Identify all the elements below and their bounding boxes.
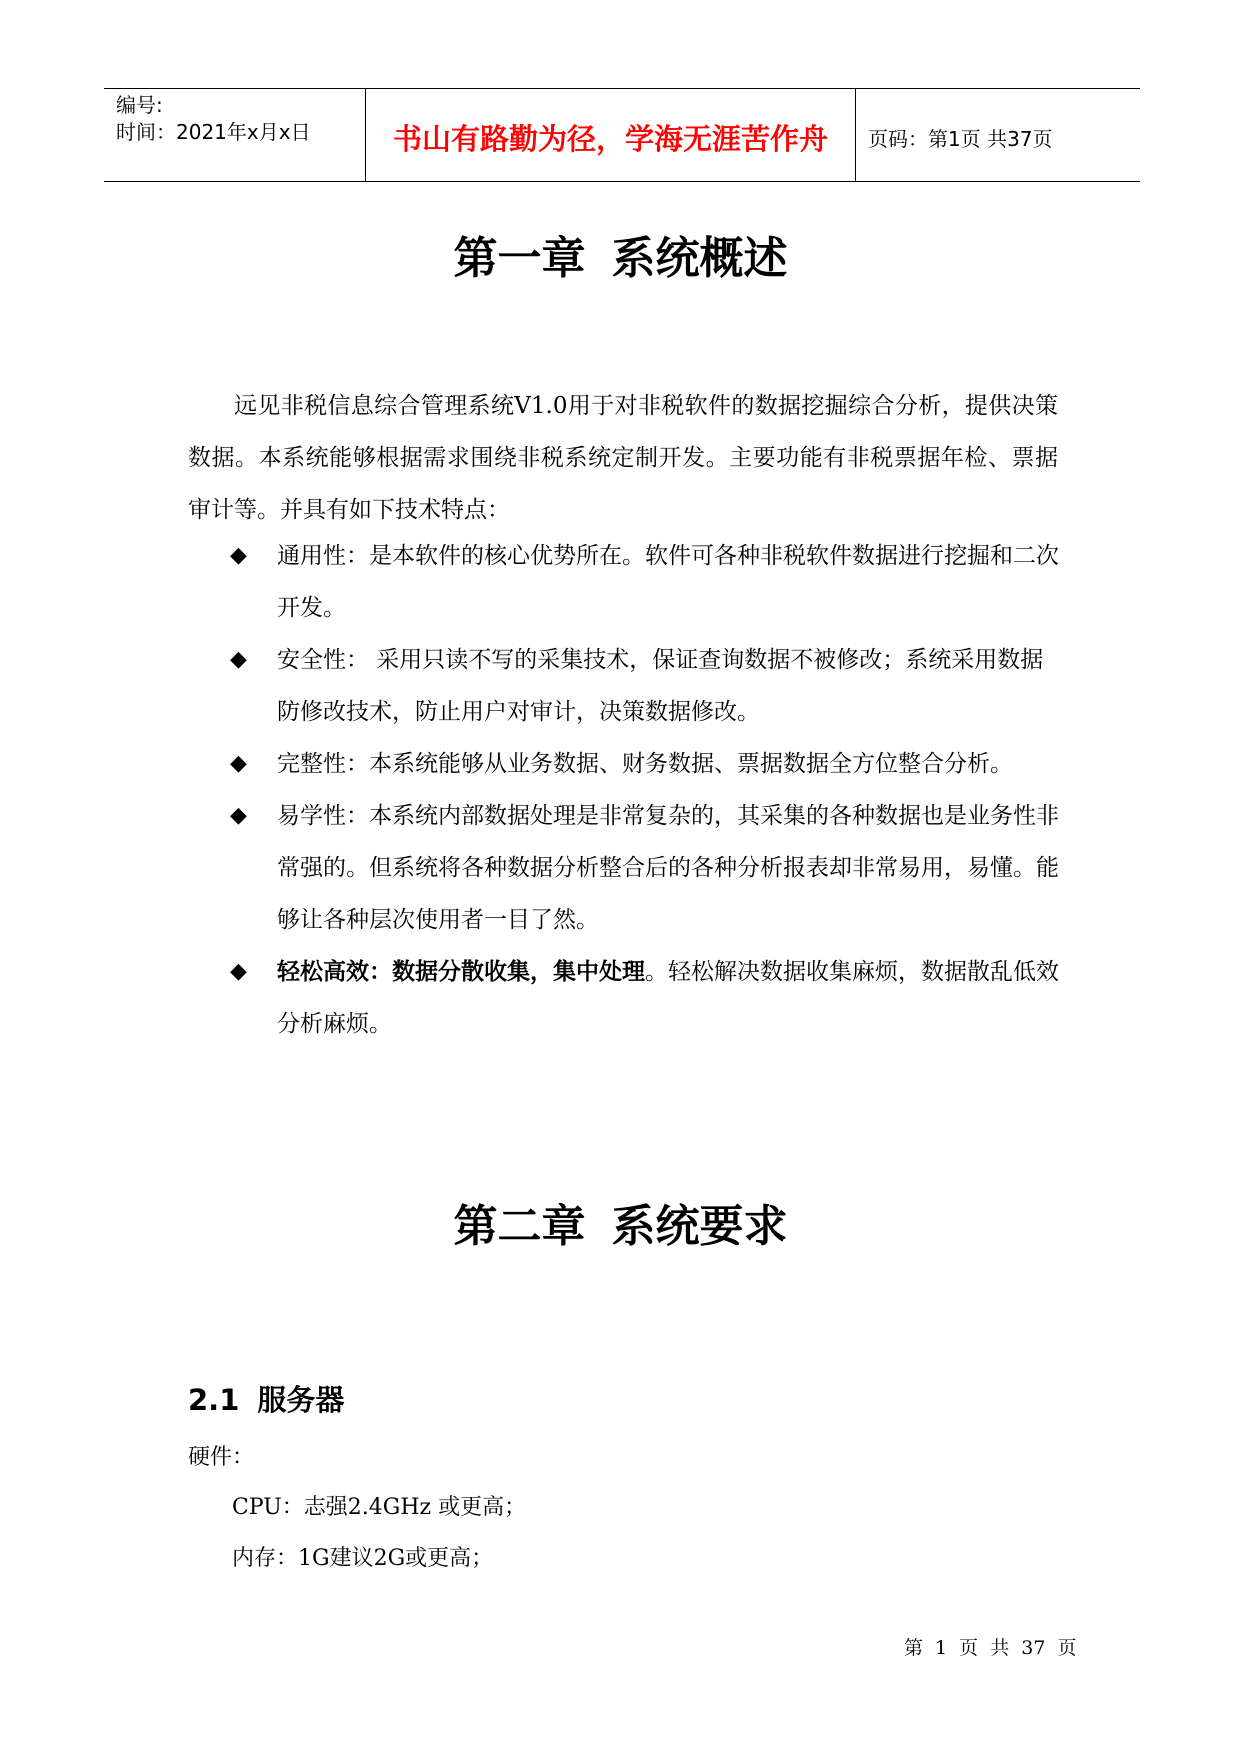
feature-text: 完整性：本系统能够从业务数据、财务数据、票据数据全方位整合分析。 [277,751,1013,777]
section-number: 2.1 [188,1383,240,1417]
memory-requirement: 内存：1G建议2G或更高； [232,1546,494,1571]
feature-item-efficiency [230,946,1060,1050]
section-title: 服务器 [257,1383,345,1417]
header-page-number: 页码：第1页 共37页 [868,126,1053,151]
hardware-label: 硬件： [188,1445,255,1470]
chapter-1-label: 第一章 [453,233,586,284]
diamond-bullet-icon: ◆ [230,959,247,984]
page-footer: 第 1 页 共 37 页 [904,1637,1077,1659]
diamond-bullet-icon: ◆ [230,543,247,568]
diamond-bullet-icon: ◆ [230,751,247,776]
feature-text: 易学性：本系统内部数据处理是非常复杂的，其采集的各种数据也是业务性非常强的。但系统将各种数据分析整合后的各种分析报表却非常易用，易懂。能够让各种层次使用者一目了然。 [277,803,1059,933]
chapter-1-title: 系统概述 [611,233,788,284]
feature-list [230,530,1060,1050]
feature-item-completeness [230,738,1060,790]
section-2-1-heading [188,1378,344,1419]
chapter-2-label: 第二章 [453,1201,586,1252]
header-motto: 书山有路勤为径，学海无涯苦作舟 [366,89,856,181]
document-time: 时间：2021年x月x日 [116,120,311,144]
page-header [104,88,1140,182]
intro-paragraph: 远见非税信息综合管理系统V1.0用于对非税软件的数据挖掘综合分析，提供决策数据。本系统能够根据需求围绕非税系统定制开发。主要功能有非税票据年检、票据审计等。并具有如下技术特点： [188,393,1058,523]
feature-text: 。轻松解决数据收集麻烦，数据散乱低效分析麻烦。 [277,959,1059,1037]
chapter-1-heading [0,222,1241,286]
chapter-2-title: 系统要求 [611,1201,788,1252]
diamond-bullet-icon: ◆ [230,647,247,672]
feature-bold-text: 轻松高效：数据分散收集，集中处理 [277,959,645,985]
feature-item-security [230,634,1060,738]
feature-text: 安全性： 采用只读不写的采集技术，保证查询数据不被修改；系统采用数据防修改技术，防止用户对审计，决策数据修改。 [277,647,1044,725]
chapter-2-heading [0,1190,1241,1254]
header-info [104,89,366,181]
feature-item-usability [230,790,1060,946]
feature-item-general [230,530,1060,634]
cpu-requirement: CPU：志强2.4GHz 或更高； [232,1495,527,1520]
diamond-bullet-icon: ◆ [230,803,247,828]
document-number-label: 编号: [116,93,163,117]
feature-text: 通用性：是本软件的核心优势所在。软件可各种非税软件数据进行挖掘和二次开发。 [277,543,1059,621]
